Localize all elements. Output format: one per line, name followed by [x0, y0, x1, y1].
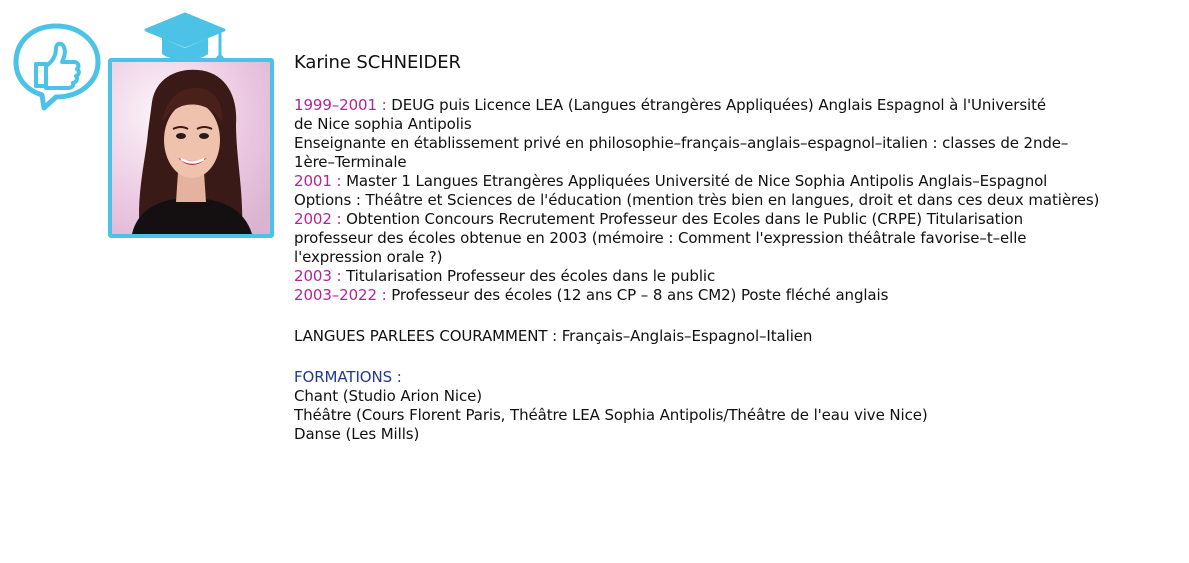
career-line [294, 96, 1174, 115]
career-line [294, 153, 1174, 172]
formation-item: Danse (Les Mills) [294, 425, 420, 443]
career-year: 2003–2022 : [294, 286, 387, 304]
career-year: 1999–2001 : [294, 96, 387, 114]
career-line [294, 210, 1174, 229]
career-line [294, 172, 1174, 191]
career-text: Professeur des écoles (12 ans CP – 8 ans CM2) Poste fléché anglais [391, 286, 889, 304]
career-text: l'expression orale ?) [294, 248, 443, 266]
career-line [294, 134, 1174, 153]
career-year: 2003 : [294, 267, 342, 285]
profile-photo [108, 58, 274, 238]
career-line [294, 267, 1174, 286]
formations-section [294, 368, 1174, 444]
career-line [294, 115, 1174, 134]
career-text: DEUG puis Licence LEA (Langues étrangères Appliquées) Anglais Espagnol à l'Université [391, 96, 1047, 114]
career-line [294, 229, 1174, 248]
thumbs-up-bubble-icon [8, 18, 108, 113]
career-text: Titularisation Professeur des écoles dans le public [346, 267, 716, 285]
career-text: Obtention Concours Recrutement Professeur des Ecoles dans le Public (CRPE) Titularisation [346, 210, 1023, 228]
career-section [294, 96, 1174, 305]
career-text: Options : Théâtre et Sciences de l'éducation (mention très bien en langues, droit et dans ces deux matières) [294, 191, 1100, 209]
career-year: 2001 : [294, 172, 342, 190]
career-text: 1ère–Terminale [294, 153, 407, 171]
languages-line: LANGUES PARLEES COURAMMENT : Français–Anglais–Espagnol–Italien [294, 327, 813, 345]
person-name: Karine SCHNEIDER [294, 52, 461, 73]
career-line [294, 286, 1174, 305]
career-text: professeur des écoles obtenue en 2003 (mémoire : Comment l'expression théâtrale favorise–t–elle [294, 229, 1027, 247]
formations-title: FORMATIONS : [294, 368, 402, 386]
career-text: Enseignante en établissement privé en philosophie–français–anglais–espagnol–italien : classes de 2nde– [294, 134, 1069, 152]
formation-item: Théâtre (Cours Florent Paris, Théâtre LEA Sophia Antipolis/Théâtre de l'eau vive Nice) [294, 406, 928, 424]
career-text: Master 1 Langues Etrangères Appliquées Université de Nice Sophia Antipolis Anglais–Espagnol [346, 172, 1048, 190]
formation-item: Chant (Studio Arion Nice) [294, 387, 482, 405]
career-line [294, 191, 1174, 210]
cv-content [294, 52, 1174, 444]
career-text: de Nice sophia Antipolis [294, 115, 472, 133]
career-year: 2002 : [294, 210, 342, 228]
career-line [294, 248, 1174, 267]
